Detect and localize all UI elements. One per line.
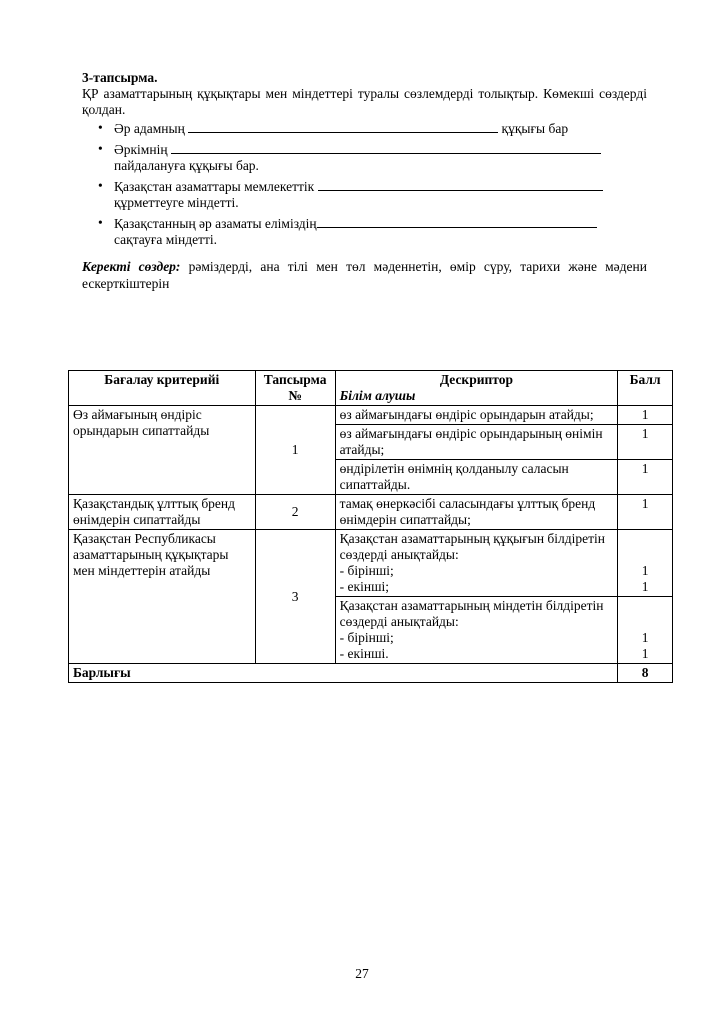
score-cell (618, 597, 673, 664)
descriptor-cell: өз аймағындағы өндіріс орындарын атайды; (335, 406, 617, 425)
score-line (622, 614, 668, 630)
fill-in-blank[interactable] (318, 178, 603, 191)
score-line (622, 547, 668, 563)
score-line: 1 (641, 563, 649, 578)
total-row (69, 664, 673, 683)
task-item (98, 120, 647, 137)
header-descriptor (335, 371, 617, 406)
fill-in-blank[interactable] (188, 120, 498, 133)
bullet-icon: • (98, 178, 103, 193)
table-row (69, 530, 673, 597)
task-number-cell: 3 (255, 530, 335, 664)
score-cell: 1 (618, 425, 673, 460)
item-text-after: құқығы бар (498, 121, 569, 136)
task-intro: ҚР азаматтарының құқықтары мен міндеттері туралы сөзлемдерді толықтыр. Көмекші сөздерді қолдан. (82, 86, 647, 117)
descriptor-line: - бірінші; (339, 563, 394, 578)
score-cell: 1 (618, 495, 673, 530)
bullet-icon: • (98, 120, 103, 135)
task-item (98, 178, 647, 211)
item-text-continuation: құрметтеуге міндетті. (114, 195, 239, 210)
task-section (82, 70, 647, 252)
helper-words (82, 258, 647, 292)
table-row (69, 406, 673, 425)
descriptor-line: Қазақстан азаматтарының міндетін білдіретін сөздерді анықтайды: (339, 598, 604, 629)
item-text-continuation: пайдалануға құқығы бар. (114, 158, 259, 173)
score-line (622, 598, 668, 614)
descriptor-line: - бірінші; (339, 630, 394, 645)
descriptor-line: - екінші. (339, 646, 389, 661)
bullet-icon: • (98, 141, 103, 156)
task-item (98, 215, 647, 248)
item-text-before: Қазақстанның әр азаматы еліміздің (114, 216, 317, 231)
fill-in-blank[interactable] (171, 141, 601, 154)
score-line (622, 531, 668, 547)
score-line: 1 (641, 646, 649, 661)
descriptor-line: Қазақстан азаматтарының құқығын білдіретін сөздерді анықтайды: (339, 531, 606, 562)
table-row (69, 495, 673, 530)
total-value: 8 (618, 664, 673, 683)
descriptor-cell: өндірілетін өнімнің қолданылу саласын сипаттайды. (335, 460, 617, 495)
header-descriptor-subtitle: Білім алушы (339, 388, 416, 403)
criteria-cell: Қазақстандық ұлттық бренд өнімдерін сипаттайды (69, 495, 256, 530)
descriptor-cell (335, 530, 617, 597)
assessment-table (68, 370, 673, 683)
criteria-cell: Қазақстан Республикасы азаматтарының құқықтары мен міндеттерін атайды (69, 530, 256, 664)
helper-words-text: рәміздерді, ана тілі мен төл мәденнетін, өмір сүру, тарихи және мәдени ескерткіштерін (82, 259, 647, 291)
item-text-before: Қазақстан азаматтары мемлекеттік (114, 179, 318, 194)
descriptor-line: - екінші; (339, 579, 389, 594)
fill-in-blank[interactable] (317, 215, 597, 228)
header-descriptor-title: Дескриптор (439, 372, 513, 387)
task-number-cell: 1 (255, 406, 335, 495)
header-task: Тапсырма № (255, 371, 335, 406)
score-line: 1 (641, 579, 649, 594)
task-item (98, 141, 647, 174)
item-text-before: Әркімнің (114, 142, 171, 157)
task-items (82, 120, 647, 248)
score-cell: 1 (618, 406, 673, 425)
helper-words-label: Керекті сөздер: (82, 259, 181, 274)
task-title: 3-тапсырма. (82, 70, 158, 85)
descriptor-cell: өз аймағындағы өндіріс орындарының өнімін атайды; (335, 425, 617, 460)
header-criteria: Бағалау критерийі (69, 371, 256, 406)
score-cell: 1 (618, 460, 673, 495)
page-number: 27 (355, 966, 369, 981)
bullet-icon: • (98, 215, 103, 230)
task-number-cell: 2 (255, 495, 335, 530)
item-text-continuation: сақтауға міндетті. (114, 232, 218, 247)
score-line: 1 (641, 630, 649, 645)
header-score: Балл (618, 371, 673, 406)
descriptor-cell (335, 597, 617, 664)
score-cell (618, 530, 673, 597)
item-text-before: Әр адамның (114, 121, 189, 136)
descriptor-cell: тамақ өнеркәсібі саласындағы ұлттық бренд өнімдерін сипаттайды; (335, 495, 617, 530)
table-header-row (69, 371, 673, 406)
criteria-cell: Өз аймағының өндіріс орындарын сипаттайды (69, 406, 256, 495)
total-label: Барлығы (69, 664, 618, 683)
